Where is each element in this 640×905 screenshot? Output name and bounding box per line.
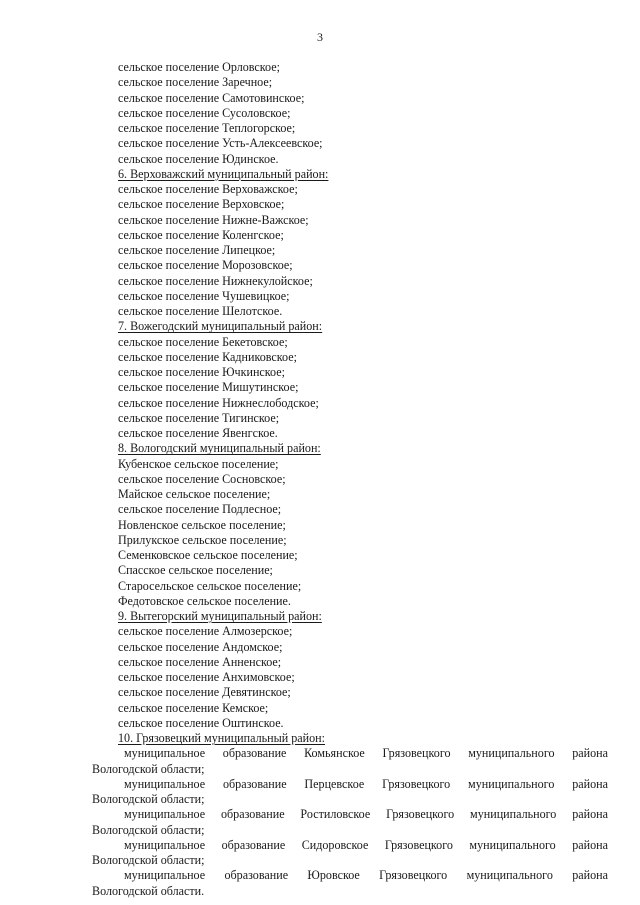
settlement-item: Прилукское сельское поселение; — [118, 532, 287, 547]
municipality-entry — [92, 838, 608, 869]
settlement-item: сельское поселение Верховажское; — [118, 182, 298, 196]
settlement-item: сельское поселение Мишутинское; — [118, 380, 299, 395]
municipality-entry-text: муниципальное образование Сидоровское Грязовецкого муниципального района — [124, 837, 608, 852]
settlement-item: сельское поселение Явенгское. — [118, 426, 278, 440]
district-heading: 7. Вожегодский муниципальный район: — [118, 319, 323, 334]
municipality-entry-continuation: Вологодской области. — [92, 883, 205, 898]
settlement-item: сельское поселение Нижне-Важское; — [118, 212, 309, 227]
settlement-item: сельское поселение Чушевицкое; — [118, 288, 290, 303]
settlement-item: сельское поселение Кемское; — [118, 700, 269, 715]
settlement-item: сельское поселение Ючкинское; — [118, 365, 285, 379]
settlement-item: Старосельское сельское поселение; — [118, 578, 302, 593]
settlement-item: сельское поселение Самотовинское; — [118, 90, 305, 105]
settlement-item: сельское поселение Орловское; — [118, 60, 280, 74]
settlement-item: сельское поселение Шелотское. — [118, 304, 283, 318]
settlement-item: сельское поселение Морозовское; — [118, 258, 293, 273]
settlement-item: сельское поселение Нижнеслободское; — [118, 395, 319, 410]
settlement-item: сельское поселение Оштинское. — [118, 715, 284, 730]
settlement-item: сельское поселение Сосновское; — [118, 471, 286, 486]
settlement-item: сельское поселение Заречное; — [118, 75, 273, 90]
settlement-item: сельское поселение Нижнекулойское; — [118, 273, 313, 288]
municipality-entry-continuation: Вологодской области; — [92, 761, 205, 776]
municipality-entry-text: муниципальное образование Комьянское Грязовецкого муниципального района — [124, 746, 608, 761]
settlement-item: Майское сельское поселение; — [118, 487, 271, 501]
settlement-item: сельское поселение Подлесное; — [118, 502, 282, 517]
municipality-entry-text: муниципальное образование Ростиловское Грязовецкого муниципального района — [124, 807, 608, 822]
page-number: 3 — [317, 30, 323, 44]
municipality-entry — [92, 807, 608, 838]
settlement-item: сельское поселение Липецкое; — [118, 243, 276, 257]
district-heading: 8. Вологодский муниципальный район: — [118, 441, 321, 456]
settlement-item: Кубенское сельское поселение; — [118, 456, 279, 471]
settlement-item: Спасское сельское поселение; — [118, 563, 273, 578]
settlement-item: сельское поселение Верховское; — [118, 197, 285, 212]
settlement-item: сельское поселение Теплогорское; — [118, 121, 296, 135]
settlement-item: сельское поселение Андомское; — [118, 639, 283, 654]
settlement-item: сельское поселение Алмозерское; — [118, 624, 293, 639]
settlement-item: сельское поселение Тигинское; — [118, 410, 280, 425]
municipality-entry — [92, 746, 608, 777]
settlement-item: Семенковское сельское поселение; — [118, 548, 298, 562]
district-heading: 10. Грязовецкий муниципальный район: — [118, 731, 325, 745]
settlement-item: сельское поселение Коленгское; — [118, 227, 284, 242]
settlement-item: сельское поселение Девятинское; — [118, 685, 291, 700]
settlement-item: сельское поселение Анхимовское; — [118, 670, 295, 684]
municipality-entry-continuation: Вологодской области; — [92, 792, 205, 806]
settlement-item: сельское поселение Сусоловское; — [118, 105, 291, 120]
settlement-item: сельское поселение Бекетовское; — [118, 334, 288, 349]
municipality-entry-text: муниципальное образование Юровское Грязовецкого муниципального района — [124, 868, 608, 883]
settlement-item: сельское поселение Усть-Алексеевское; — [118, 136, 323, 151]
document-body — [92, 60, 608, 899]
municipality-entry — [92, 868, 608, 899]
municipality-entry-continuation: Вологодской области; — [92, 853, 205, 867]
municipality-entry — [92, 777, 608, 808]
settlement-item: Новленское сельское поселение; — [118, 517, 286, 532]
settlement-item: Федотовское сельское поселение. — [118, 593, 291, 608]
settlement-item: сельское поселение Юдинское. — [118, 151, 279, 166]
settlement-item: сельское поселение Анненское; — [118, 654, 282, 669]
municipality-entry-continuation: Вологодской области; — [92, 822, 205, 837]
settlement-item: сельское поселение Кадниковское; — [118, 349, 297, 364]
district-heading: 9. Вытегорский муниципальный район: — [118, 609, 322, 623]
municipality-entry-text: муниципальное образование Перцевское Грязовецкого муниципального района — [124, 776, 608, 791]
district-heading: 6. Верховажский муниципальный район: — [118, 166, 329, 181]
